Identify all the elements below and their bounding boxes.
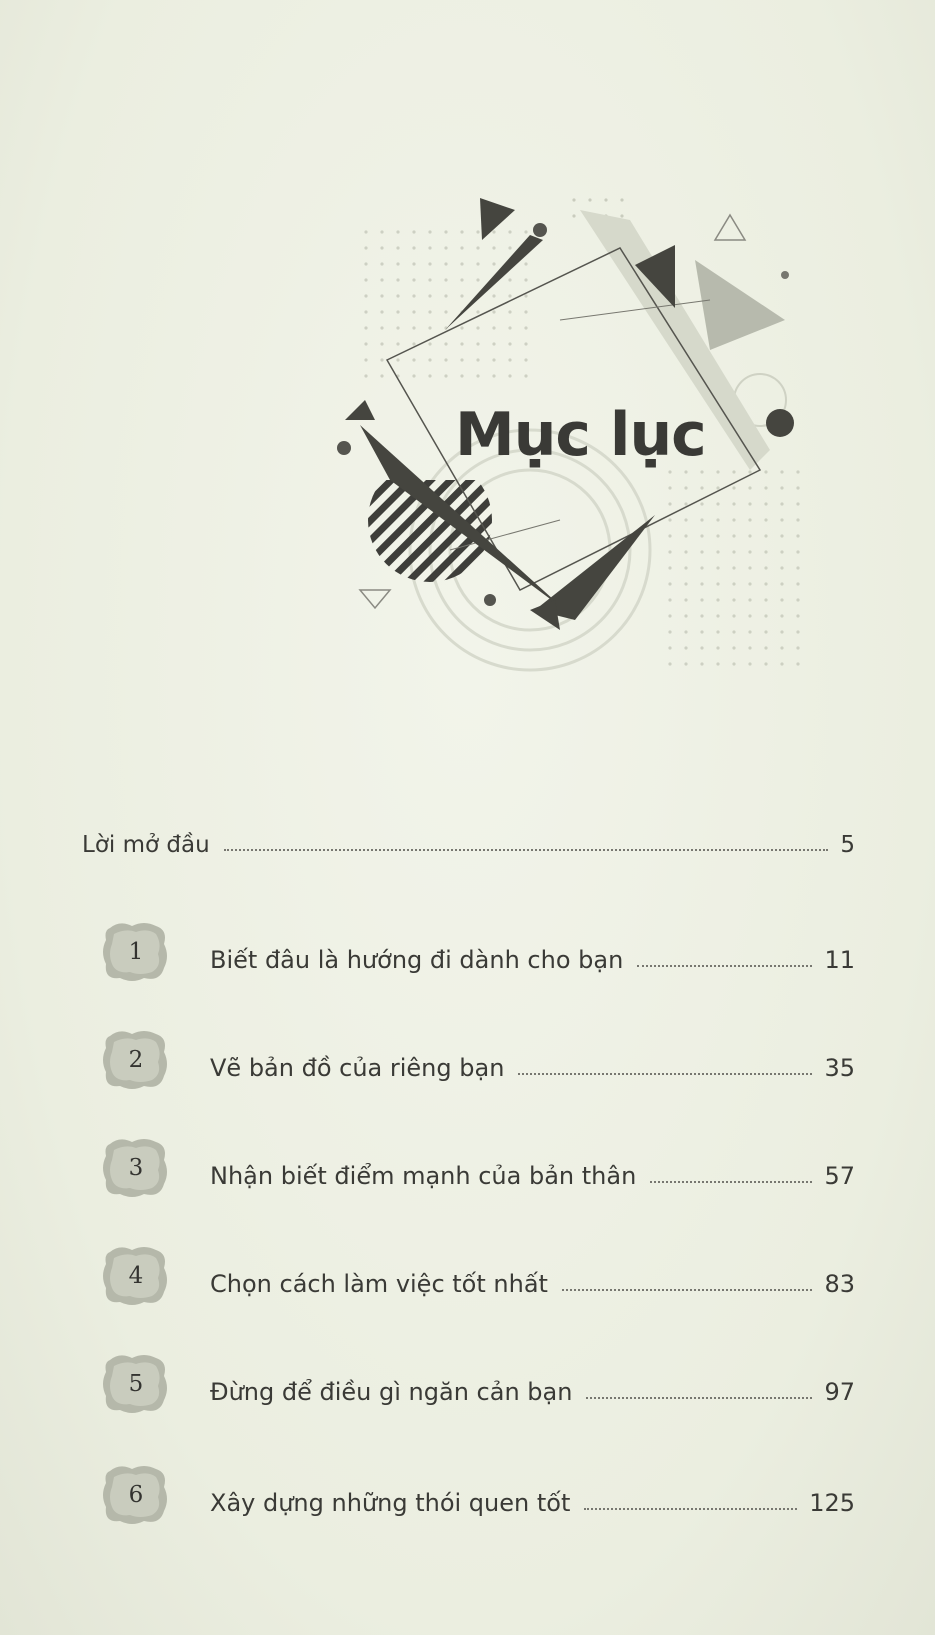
- leader-dots: [562, 1288, 813, 1291]
- toc-chapter-row[interactable]: [100, 1352, 855, 1422]
- toc-chapter-row[interactable]: [100, 1463, 855, 1533]
- toc-chapter-row[interactable]: [100, 1028, 855, 1098]
- chapter-number: 6: [128, 1482, 144, 1508]
- toc-intro-page: 5: [840, 832, 855, 858]
- page-title: Mục lục: [455, 400, 706, 470]
- chapter-line: [210, 1477, 855, 1517]
- chapter-page: 35: [824, 1054, 855, 1082]
- leader-dots: [518, 1072, 812, 1075]
- toc-intro-row[interactable]: [82, 818, 855, 858]
- leader-dots: [637, 964, 812, 967]
- chapter-line: [210, 934, 855, 974]
- chapter-page: 83: [824, 1270, 855, 1298]
- chapter-number: 4: [128, 1263, 144, 1289]
- leader-dots: [650, 1180, 812, 1183]
- chapter-title: Biết đâu là hướng đi dành cho bạn: [210, 946, 624, 974]
- chapter-line: [210, 1258, 855, 1298]
- toc-chapter-row[interactable]: [100, 1136, 855, 1206]
- chapter-title: Chọn cách làm việc tốt nhất: [210, 1270, 548, 1298]
- toc-intro-label: Lời mở đầu: [82, 832, 210, 858]
- chapter-page: 125: [809, 1489, 855, 1517]
- chapter-line: [210, 1366, 855, 1406]
- chapter-page: 57: [824, 1162, 855, 1190]
- chapter-number: 1: [128, 939, 144, 965]
- leader-dots: [586, 1396, 812, 1399]
- toc-chapter-row[interactable]: [100, 1244, 855, 1314]
- chapter-page: 97: [824, 1378, 855, 1406]
- chapter-number: 5: [128, 1371, 144, 1397]
- leader-dots: [224, 848, 829, 851]
- chapter-line: [210, 1042, 855, 1082]
- chapter-title: Đừng để điều gì ngăn cản bạn: [210, 1378, 573, 1406]
- chapter-page: 11: [824, 946, 855, 974]
- chapter-number: 3: [128, 1155, 144, 1181]
- chapter-line: [210, 1150, 855, 1190]
- chapter-title: Nhận biết điểm mạnh của bản thân: [210, 1162, 637, 1190]
- chapter-number: 2: [128, 1047, 144, 1073]
- leader-dots: [584, 1507, 797, 1510]
- toc-chapter-row[interactable]: [100, 920, 855, 990]
- chapter-title: Xây dựng những thói quen tốt: [210, 1489, 571, 1517]
- chapter-title: Vẽ bản đồ của riêng bạn: [210, 1054, 505, 1082]
